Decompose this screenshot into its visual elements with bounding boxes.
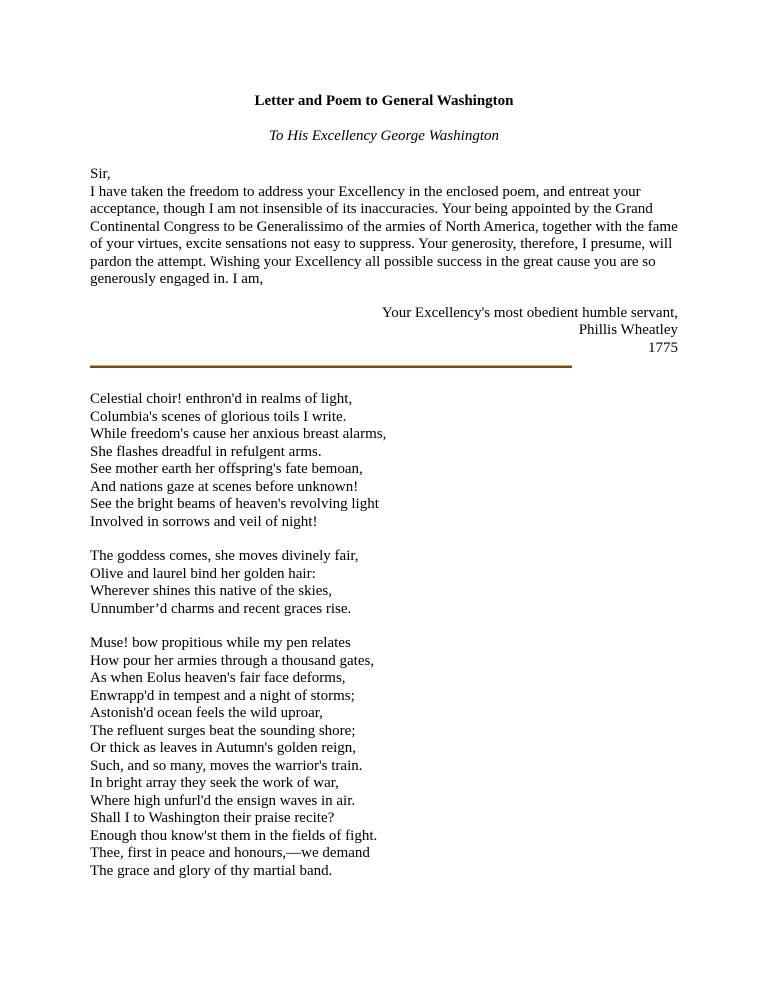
poem-stanza-1 [90, 391, 678, 531]
poem-line: Enough thou know'st them in the fields of fight. [90, 827, 378, 844]
poem-line: Involved in sorrows and veil of night! [90, 513, 318, 530]
poem-line: Such, and so many, moves the warrior's train. [90, 757, 363, 774]
poem [90, 391, 678, 880]
poem-line: And nations gaze at scenes before unknown! [90, 478, 359, 495]
poem-line: While freedom's cause her anxious breast alarms, [90, 426, 387, 442]
poem-line: Wherever shines this native of the skies, [90, 583, 333, 599]
poem-line: The grace and glory of thy martial band. [90, 862, 333, 879]
poem-line: See mother earth her offspring's fate bemoan, [90, 461, 363, 477]
poem-line: As when Eolus heaven's fair face deforms, [90, 670, 346, 686]
poem-stanza-3 [90, 635, 678, 880]
page-subtitle: To His Excellency George Washington [269, 127, 499, 144]
poem-line: Or thick as leaves in Autumn's golden reign, [90, 740, 356, 756]
poem-line: Muse! bow propitious while my pen relates [90, 635, 351, 651]
closing-servant-line: Your Excellency's most obedient humble servant, [381, 304, 678, 321]
closing-year: 1775 [648, 339, 678, 356]
poem-line: Thee, first in peace and honours,—we demand [90, 845, 370, 861]
poem-line: Olive and laurel bind her golden hair: [90, 565, 316, 582]
poem-line: The refluent surges beat the sounding shore; [90, 722, 356, 739]
poem-line: The goddess comes, she moves divinely fair, [90, 548, 359, 564]
poem-line: Shall I to Washington their praise recite? [90, 810, 335, 826]
poem-line: Celestial choir! enthron'd in realms of light, [90, 391, 353, 407]
page-title: Letter and Poem to General Washington [254, 93, 514, 109]
poem-line: She flashes dreadful in refulgent arms. [90, 443, 322, 460]
poem-line: Where high unfurl'd the ensign waves in air. [90, 792, 356, 809]
poem-line: See the bright beams of heaven's revolving light [90, 496, 379, 512]
letter-body: I have taken the freedom to address your Excellency in the enclosed poem, and entreat your acceptance, though I am not insensible of its inaccuracies. Your being appointed by the Grand Continental Congress to be Generalissimo of the armies of North America, together with the fame of your virtues, excite sensations not easy to suppress. Your generosity, therefore, I presume, will pardon the attempt. Wishing your Excellency all possible success in the great cause you are so generously engaged in. I am, [90, 183, 678, 287]
closing-signature: Phillis Wheatley [578, 322, 678, 338]
poem-line: How pour her armies through a thousand gates, [90, 652, 375, 669]
poem-line: In bright array they seek the work of war, [90, 775, 339, 791]
poem-line: Unnumber’d charms and recent graces rise. [90, 600, 352, 617]
poem-line: Enwrapp'd in tempest and a night of storms; [90, 687, 355, 704]
poem-line: Columbia's scenes of glorious toils I write. [90, 408, 347, 425]
section-divider [90, 365, 572, 368]
poem-line: Astonish'd ocean feels the wild uproar, [90, 705, 323, 721]
poem-stanza-2 [90, 548, 678, 618]
closing-block [90, 305, 678, 358]
salutation: Sir, [90, 166, 111, 182]
